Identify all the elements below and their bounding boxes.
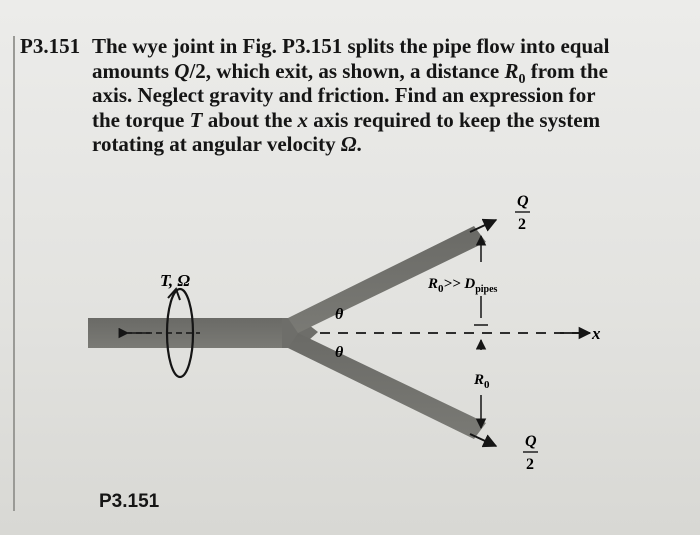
problem-text-segment: amounts — [92, 58, 175, 83]
r0-dpipes-r-sub: 0 — [438, 283, 444, 295]
r0-dpipes-compare: >> D — [443, 276, 476, 292]
problem-text-segment: axis required to keep the system — [308, 107, 601, 132]
problem-subscript: 0 — [518, 71, 526, 87]
problem-text-segment: rotating at angular velocity — [92, 132, 341, 156]
lower-exit-arrow — [470, 434, 496, 446]
problem-text-segment: /2, which exit, as shown, a distance — [189, 58, 505, 83]
upper-q-denominator: 2 — [518, 216, 526, 233]
problem-text-segment: the torque — [92, 107, 190, 132]
r0-label — [473, 372, 490, 391]
problem-text-segment: about the — [202, 107, 298, 132]
problem-math-symbol: Ω — [340, 132, 357, 156]
r0-dpipes-r: R — [428, 276, 439, 292]
lower-q-denominator: 2 — [526, 456, 534, 473]
lower-q-numerator: Q — [525, 433, 537, 450]
problem-math-symbol: R — [504, 58, 519, 83]
problem-math-symbol: Q — [174, 58, 190, 83]
problem-number: P3.151 — [20, 34, 81, 58]
problem-math-symbol: x — [297, 107, 309, 132]
problem-text-segment: from the — [525, 58, 608, 83]
problem-math-symbol: T — [189, 107, 203, 132]
problem-text-segment: axis. Neglect gravity and friction. Find an expression for — [92, 83, 596, 107]
r0-dpipes-sub: pipes — [475, 284, 498, 295]
upper-exit-arrow — [470, 220, 496, 232]
r0-label-sub: 0 — [484, 379, 490, 391]
figure-caption: P3.151 — [99, 491, 160, 512]
theta-lower: θ — [335, 344, 344, 361]
problem-text-segment: The wye joint in Fig. P3.151 splits the pipe flow into equal — [92, 34, 610, 58]
theta-upper: θ — [335, 306, 344, 323]
problem-text-segment: . — [356, 132, 362, 156]
upper-q-numerator: Q — [517, 193, 529, 210]
x-axis-label: x — [592, 324, 601, 343]
r0-dpipes-label — [427, 276, 498, 295]
torque-label: T, Ω — [160, 271, 191, 290]
r0-label-r: R — [474, 372, 485, 388]
lower-branch-pipe — [288, 333, 486, 439]
